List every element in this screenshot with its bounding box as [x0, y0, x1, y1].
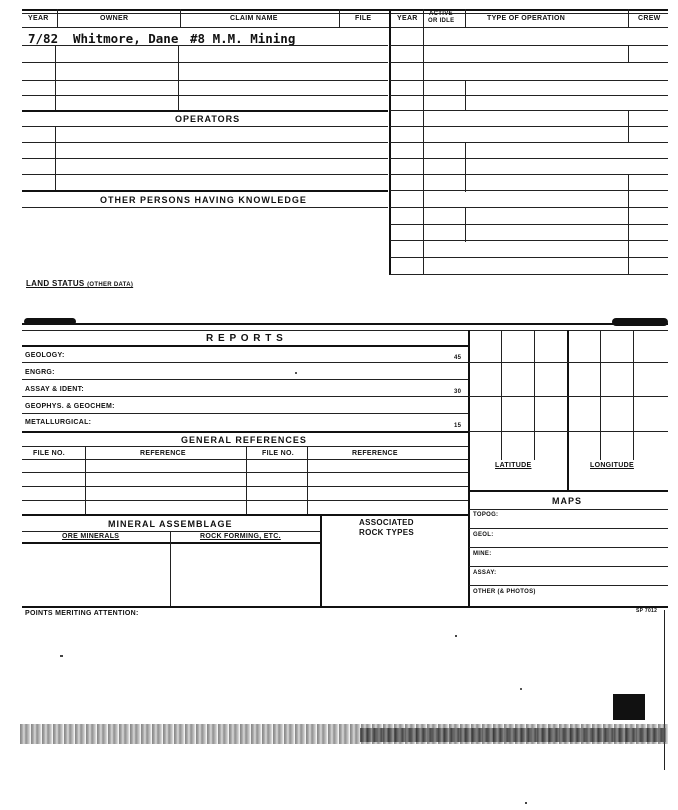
report-geology: GEOLOGY: — [25, 352, 65, 359]
reports-title: R E P O R T S — [206, 333, 284, 344]
maps-topog: TOPOG: — [473, 512, 499, 518]
header-year-2: YEAR — [397, 15, 418, 22]
header-owner: OWNER — [100, 15, 129, 22]
header-crew: CREW — [638, 15, 661, 22]
header-claim-name: CLAIM NAME — [230, 15, 278, 22]
row1-claim-name: #8 M.M. Mining — [190, 31, 296, 46]
land-status-label — [26, 279, 133, 288]
scan-speck-1 — [60, 655, 63, 657]
report-assay: ASSAY & IDENT: — [25, 386, 85, 393]
latitude-label: LATITUDE — [495, 462, 532, 469]
associated-label: ASSOCIATED — [359, 518, 414, 527]
ink-smudge-right — [612, 318, 668, 326]
report-geology-num: 45 — [454, 355, 462, 361]
report-geophys: GEOPHYS. & GEOCHEM: — [25, 403, 115, 410]
separator-line — [22, 323, 668, 325]
maps-geol: GEOL: — [473, 532, 494, 538]
maps-title: MAPS — [552, 496, 583, 506]
other-persons-title: OTHER PERSONS HAVING KNOWLEDGE — [100, 195, 307, 205]
maps-other-photos: OTHER (& PHOTOS) — [473, 589, 536, 595]
ref-header-file-no-1: FILE NO. — [33, 450, 65, 457]
mineral-assemblage-title: MINERAL ASSEMBLAGE — [108, 519, 233, 529]
maps-mine: MINE: — [473, 551, 492, 557]
row1-year: 7/82 — [28, 31, 59, 46]
report-metallurgical-num: 15 — [454, 423, 462, 429]
land-status-text: LAND STATUS — [26, 279, 85, 288]
scan-speck-2 — [455, 635, 457, 637]
longitude-label: LONGITUDE — [590, 462, 634, 469]
land-status-sub: (OTHER DATA) — [87, 282, 134, 288]
scan-speck-4 — [520, 688, 522, 690]
header-or-idle: OR IDLE — [428, 18, 455, 24]
scan-speck-5 — [295, 372, 297, 374]
ref-header-file-no-2: FILE NO. — [262, 450, 294, 457]
report-engrg: ENGRG: — [25, 369, 55, 376]
points-meriting-attention: POINTS MERITING ATTENTION: — [25, 610, 139, 617]
scan-dark-block — [613, 694, 645, 720]
form-code: SP 7012 — [636, 608, 658, 614]
ref-header-reference-1: REFERENCE — [140, 450, 186, 457]
ink-smudge-left — [24, 318, 76, 325]
scan-speck-3 — [525, 802, 527, 804]
row1-owner: Whitmore, Dane — [73, 31, 179, 46]
report-assay-num: 30 — [454, 389, 462, 395]
rock-forming-label: ROCK FORMING, ETC. — [200, 533, 281, 540]
report-metallurgical: METALLURGICAL: — [25, 419, 92, 426]
general-references-title: GENERAL REFERENCES — [181, 435, 307, 445]
ore-minerals-label: ORE MINERALS — [62, 533, 120, 540]
maps-assay: ASSAY: — [473, 570, 497, 576]
header-year: YEAR — [28, 15, 49, 22]
operators-title: OPERATORS — [175, 114, 241, 124]
header-type-of-operation: TYPE OF OPERATION — [487, 15, 566, 22]
rock-types-label: ROCK TYPES — [359, 528, 415, 537]
header-file: FILE — [355, 15, 372, 22]
scan-noise-band-dark — [360, 728, 666, 742]
header-active: ACTIVE — [429, 11, 453, 17]
ref-header-reference-2: REFERENCE — [352, 450, 398, 457]
